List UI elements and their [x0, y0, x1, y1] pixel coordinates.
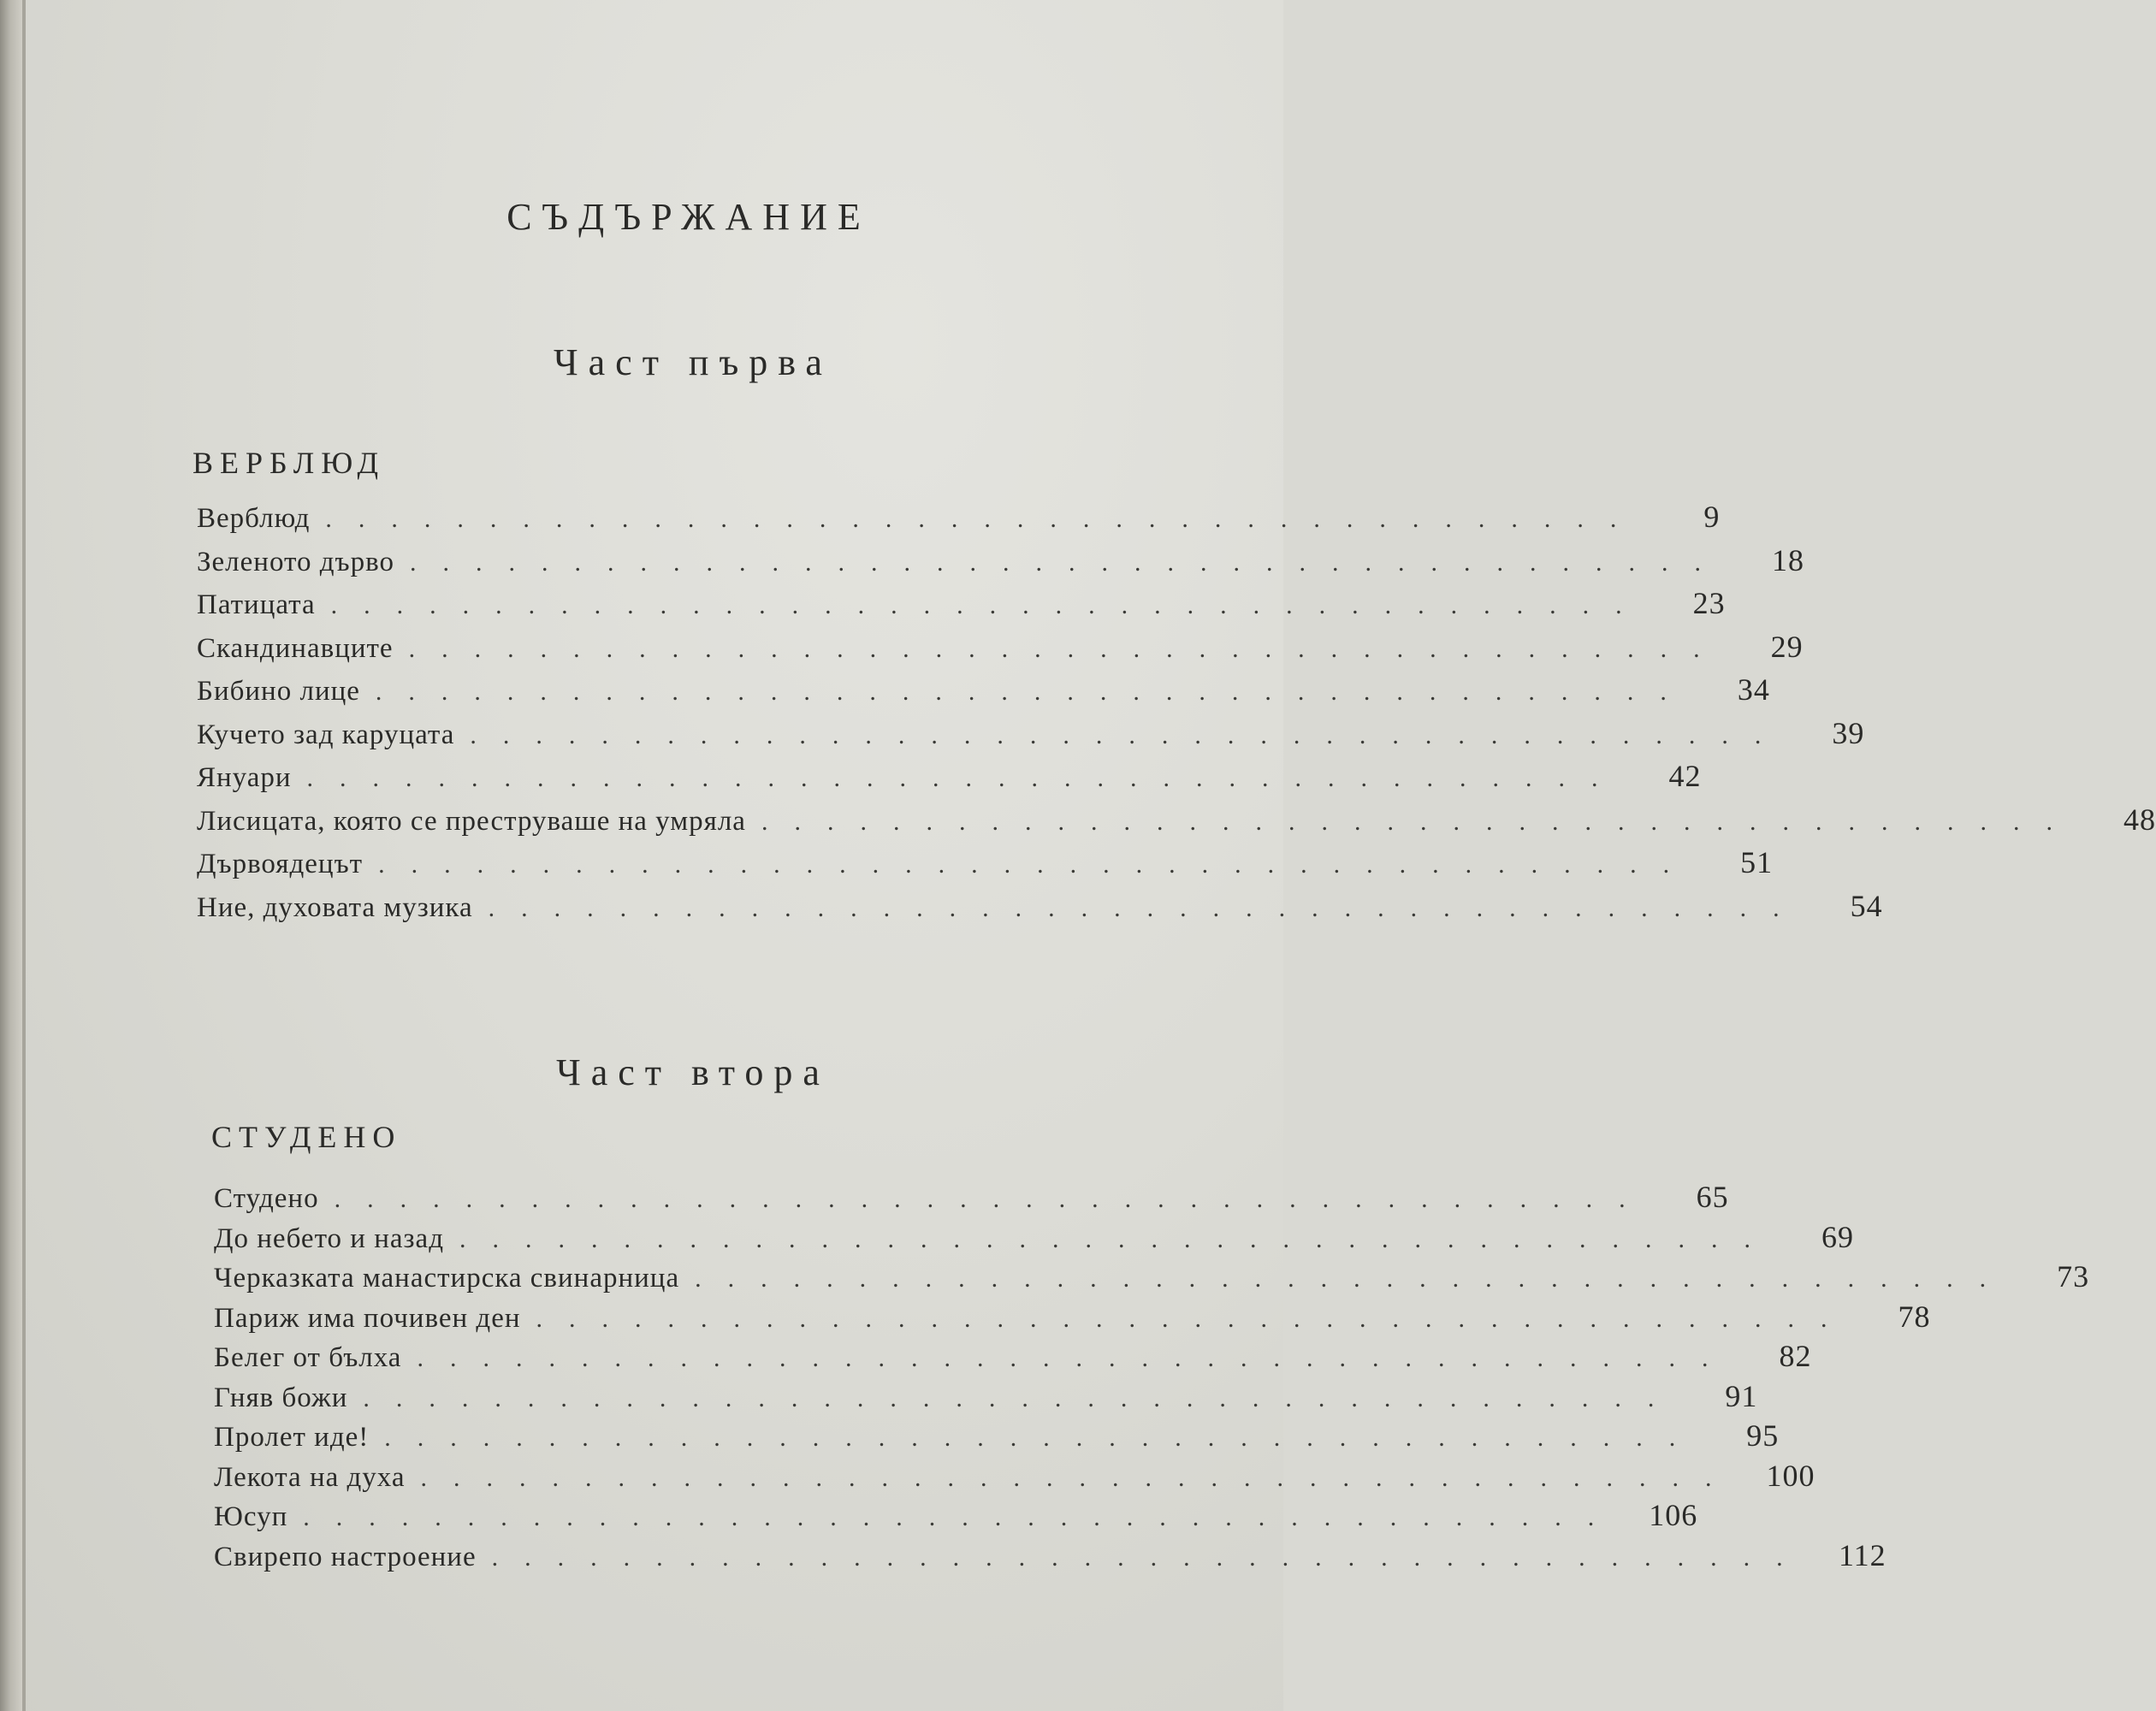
page-number: 39 [1832, 715, 1865, 750]
entry-title: Белег от бълха [214, 1342, 402, 1373]
dot-leader: ........................................ [417, 1344, 1735, 1372]
table-of-contents-title: СЪДЪРЖАНИЕ [506, 196, 871, 238]
toc-entry [197, 888, 1883, 932]
page-number: 82 [1779, 1339, 1812, 1373]
toc-entry [197, 758, 1702, 802]
entry-title: Януари [197, 762, 292, 793]
page-edge [22, 0, 26, 1711]
dot-leader: ........................................ [470, 720, 1788, 749]
entry-title: Верблюд [197, 503, 311, 534]
dot-leader: ........................................ [408, 634, 1727, 663]
dot-leader: ........................................ [378, 850, 1697, 879]
page-number: 78 [1898, 1299, 1931, 1334]
toc-entry [214, 1378, 1758, 1418]
page-number: 29 [1770, 629, 1804, 664]
toc-entry [214, 1258, 2090, 1299]
dot-leader: ........................................ [330, 591, 1649, 619]
page-number: 69 [1821, 1219, 1854, 1254]
toc-entry [214, 1299, 1931, 1339]
dot-leader: ........................................ [303, 1503, 1621, 1531]
toc-entry [197, 629, 1804, 672]
entry-title: Гняв божи [214, 1382, 348, 1413]
toc-entry [214, 1338, 1812, 1378]
toc-entry [197, 499, 1721, 542]
part-one-title: Част първа [554, 341, 832, 383]
page-number: 54 [1850, 888, 1883, 923]
page-number: 51 [1740, 845, 1774, 879]
page-number: 65 [1696, 1180, 1729, 1214]
dot-leader: ........................................ [409, 548, 1727, 577]
dot-leader: ........................................ [334, 1185, 1652, 1213]
dot-leader: ........................................ [306, 764, 1625, 792]
section-title-part-one: ВЕРБЛЮД [192, 446, 386, 480]
dot-leader: ........................................ [325, 505, 1644, 533]
entry-title: Бибино лице [197, 676, 360, 707]
toc-entry [214, 1537, 1886, 1578]
entry-list-part-one [197, 499, 2156, 931]
dot-leader: ........................................ [761, 807, 2079, 836]
entry-title: Кучето зад каруцата [197, 719, 455, 750]
toc-entry [197, 672, 1770, 715]
toc-entry [197, 844, 1774, 888]
page-number: 34 [1737, 672, 1770, 707]
toc-entry [197, 542, 1804, 586]
entry-title: Юсуп [214, 1501, 288, 1532]
page-number: 9 [1703, 500, 1721, 534]
entry-list-part-two [214, 1179, 2090, 1577]
entry-title: Зеленото дърво [197, 546, 394, 577]
page-number: 18 [1771, 542, 1804, 577]
dot-leader: ........................................ [459, 1224, 1777, 1253]
entry-title: Дървоядецът [197, 849, 364, 879]
dot-leader: ........................................ [384, 1424, 1703, 1452]
dot-leader: ........................................ [695, 1264, 2013, 1293]
entry-title: Патицата [197, 589, 316, 620]
entry-title: До небето и назад [214, 1223, 444, 1254]
toc-entry [214, 1219, 1854, 1259]
toc-entry [197, 802, 2156, 845]
toc-entry [214, 1497, 1698, 1537]
entry-title: Черказката манастирска свинарница [214, 1263, 680, 1294]
page-number: 48 [2123, 802, 2156, 837]
dot-leader: ........................................ [420, 1463, 1738, 1492]
toc-entry [214, 1418, 1780, 1458]
dot-leader: ........................................ [536, 1304, 1854, 1333]
entry-title: Лисицата, която се преструваше на умряла [197, 805, 746, 837]
page-number: 95 [1746, 1418, 1780, 1453]
page-number: 100 [1766, 1458, 1815, 1493]
toc-entry [197, 585, 1726, 629]
toc-entry [197, 715, 1865, 759]
page-number: 91 [1725, 1378, 1758, 1413]
book-spine [0, 0, 22, 1711]
entry-title: Париж има почивен ден [214, 1302, 521, 1334]
dot-leader: ........................................ [488, 893, 1806, 922]
page-number: 42 [1668, 759, 1702, 793]
entry-title: Лекота на духа [214, 1461, 406, 1493]
entry-title: Пролет иде! [214, 1422, 370, 1453]
section-title-part-two: СТУДЕНО [211, 1120, 402, 1154]
dot-leader: ........................................ [363, 1383, 1681, 1412]
toc-entry [214, 1179, 1729, 1219]
page-number: 112 [1838, 1537, 1886, 1572]
toc-entry [214, 1458, 1815, 1498]
dot-leader: ........................................ [491, 1542, 1810, 1572]
dot-leader: ........................................ [375, 678, 1693, 706]
page-number: 23 [1692, 586, 1726, 620]
part-two-title: Част втора [556, 1051, 830, 1093]
page-number: 73 [2057, 1259, 2090, 1294]
entry-title: Ние, духовата музика [197, 891, 473, 923]
page-number: 106 [1649, 1498, 1698, 1532]
entry-title: Студено [214, 1183, 319, 1214]
entry-title: Скандинавците [197, 632, 394, 664]
entry-title: Свирепо настроение [214, 1541, 477, 1572]
